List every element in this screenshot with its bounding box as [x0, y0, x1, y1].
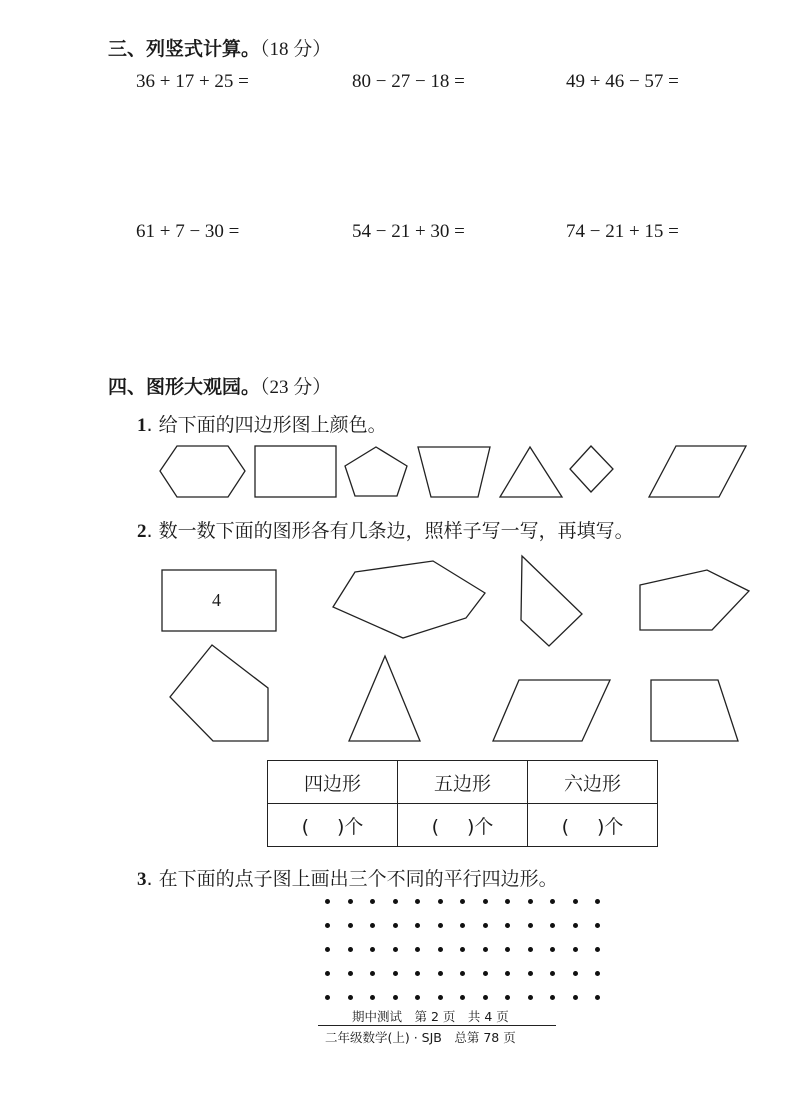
- grid-dot[interactable]: [415, 899, 420, 904]
- grid-dot[interactable]: [438, 923, 443, 928]
- expression-1: 36 + 17 + 25 =: [136, 71, 249, 92]
- grid-dot[interactable]: [573, 899, 578, 904]
- grid-dot[interactable]: [460, 899, 465, 904]
- q1-pentagon-shape[interactable]: [345, 447, 407, 496]
- grid-dot[interactable]: [573, 923, 578, 928]
- grid-dot[interactable]: [348, 923, 353, 928]
- grid-dot[interactable]: [393, 923, 398, 928]
- grid-dot[interactable]: [438, 947, 443, 952]
- q1-rhombus-shape[interactable]: [570, 446, 613, 492]
- grid-dot[interactable]: [370, 995, 375, 1000]
- answer-cell-hexagon[interactable]: ( )个: [528, 804, 658, 847]
- q2-example-label: 4: [212, 590, 221, 610]
- grid-dot[interactable]: [370, 947, 375, 952]
- grid-dot[interactable]: [595, 923, 600, 928]
- grid-dot[interactable]: [460, 947, 465, 952]
- grid-dot[interactable]: [595, 971, 600, 976]
- grid-dot[interactable]: [505, 923, 510, 928]
- grid-dot[interactable]: [573, 947, 578, 952]
- grid-dot[interactable]: [483, 899, 488, 904]
- question-1-text: . 给下面的四边形图上颜色。: [146, 414, 387, 436]
- q1-triangle-shape[interactable]: [500, 447, 562, 497]
- grid-dot[interactable]: [595, 995, 600, 1000]
- grid-dot[interactable]: [595, 947, 600, 952]
- grid-dot[interactable]: [348, 995, 353, 1000]
- grid-dot[interactable]: [393, 995, 398, 1000]
- grid-dot[interactable]: [370, 971, 375, 976]
- grid-dot[interactable]: [325, 947, 330, 952]
- q2-triangle-shape: [349, 656, 420, 741]
- grid-dot[interactable]: [348, 971, 353, 976]
- grid-dot[interactable]: [393, 899, 398, 904]
- grid-dot[interactable]: [528, 899, 533, 904]
- grid-dot[interactable]: [528, 923, 533, 928]
- answer-cell-quadrilateral[interactable]: ( )个: [268, 804, 398, 847]
- q1-trapezoid-shape[interactable]: [418, 447, 490, 497]
- q1-parallelogram-shape[interactable]: [649, 446, 746, 497]
- grid-dot[interactable]: [325, 995, 330, 1000]
- grid-dot[interactable]: [460, 923, 465, 928]
- grid-dot[interactable]: [483, 971, 488, 976]
- grid-dot[interactable]: [550, 995, 555, 1000]
- grid-dot[interactable]: [393, 971, 398, 976]
- grid-dot[interactable]: [370, 899, 375, 904]
- q2-hexagon-shape: [333, 561, 485, 638]
- q1-rectangle-shape[interactable]: [255, 446, 336, 497]
- grid-dot[interactable]: [325, 923, 330, 928]
- section3-points: （18 分）: [260, 39, 332, 60]
- question-2-text: . 数一数下面的图形各有几条边，照样子写一写，再填写。: [146, 520, 634, 542]
- grid-dot[interactable]: [438, 899, 443, 904]
- grid-dot[interactable]: [483, 947, 488, 952]
- grid-dot[interactable]: [438, 995, 443, 1000]
- table-answer-row: [268, 804, 658, 847]
- answer-cell-pentagon[interactable]: ( )个: [398, 804, 528, 847]
- grid-dot[interactable]: [348, 899, 353, 904]
- question-3-number: 3: [137, 869, 147, 890]
- grid-dot[interactable]: [348, 947, 353, 952]
- q2-quadrilateral-shape: [521, 556, 582, 646]
- grid-dot[interactable]: [505, 971, 510, 976]
- question-3: [137, 864, 558, 891]
- dot-grid[interactable]: [318, 895, 608, 1005]
- grid-dot[interactable]: [370, 923, 375, 928]
- header-pentagon: 五边形: [398, 761, 528, 804]
- grid-dot[interactable]: [505, 947, 510, 952]
- question-1-number: 1: [137, 415, 147, 436]
- header-quadrilateral: 四边形: [268, 761, 398, 804]
- grid-dot[interactable]: [550, 899, 555, 904]
- grid-dot[interactable]: [573, 995, 578, 1000]
- footer-line-1: 期中测试 第 2 页 共 4 页: [352, 1009, 509, 1024]
- grid-dot[interactable]: [460, 971, 465, 976]
- q2-irregular-pentagon-shape: [170, 645, 268, 741]
- grid-dot[interactable]: [483, 923, 488, 928]
- header-hexagon: 六边形: [528, 761, 658, 804]
- grid-dot[interactable]: [393, 947, 398, 952]
- question-3-text: . 在下面的点子图上画出三个不同的平行四边形。: [146, 868, 558, 890]
- grid-dot[interactable]: [550, 923, 555, 928]
- expression-6: 74 − 21 + 15 =: [566, 221, 679, 242]
- expression-4: 61 + 7 − 30 =: [136, 221, 240, 242]
- grid-dot[interactable]: [550, 971, 555, 976]
- section4-title: 四、图形大观园。: [108, 376, 261, 398]
- grid-dot[interactable]: [505, 899, 510, 904]
- q2-pentagon-shape: [640, 570, 749, 630]
- grid-dot[interactable]: [460, 995, 465, 1000]
- section4-points: （23 分）: [260, 377, 332, 398]
- grid-dot[interactable]: [415, 923, 420, 928]
- grid-dot[interactable]: [325, 971, 330, 976]
- q2-trapezoid-shape: [651, 680, 738, 741]
- grid-dot[interactable]: [573, 971, 578, 976]
- q1-hexagon-shape[interactable]: [160, 446, 245, 497]
- grid-dot[interactable]: [325, 899, 330, 904]
- grid-dot[interactable]: [438, 971, 443, 976]
- grid-dot[interactable]: [415, 971, 420, 976]
- grid-dot[interactable]: [415, 947, 420, 952]
- grid-dot[interactable]: [528, 995, 533, 1000]
- grid-dot[interactable]: [595, 899, 600, 904]
- grid-dot[interactable]: [550, 947, 555, 952]
- footer-line-2: 二年级数学(上) · SJB 总第 78 页: [325, 1030, 516, 1045]
- section3-title: 三、列竖式计算。: [108, 38, 261, 60]
- grid-dot[interactable]: [415, 995, 420, 1000]
- grid-dot[interactable]: [528, 971, 533, 976]
- table-header-row: [268, 761, 658, 804]
- grid-dot[interactable]: [505, 995, 510, 1000]
- expression-5: 54 − 21 + 30 =: [352, 221, 465, 242]
- edge-count-table: [267, 760, 658, 847]
- expression-2: 80 − 27 − 18 =: [352, 71, 465, 92]
- grid-dot[interactable]: [528, 947, 533, 952]
- q2-parallelogram-shape: [493, 680, 610, 741]
- question-2-number: 2: [137, 521, 147, 542]
- expression-3: 49 + 46 − 57 =: [566, 71, 679, 92]
- footer-divider: [318, 1025, 556, 1026]
- grid-dot[interactable]: [483, 995, 488, 1000]
